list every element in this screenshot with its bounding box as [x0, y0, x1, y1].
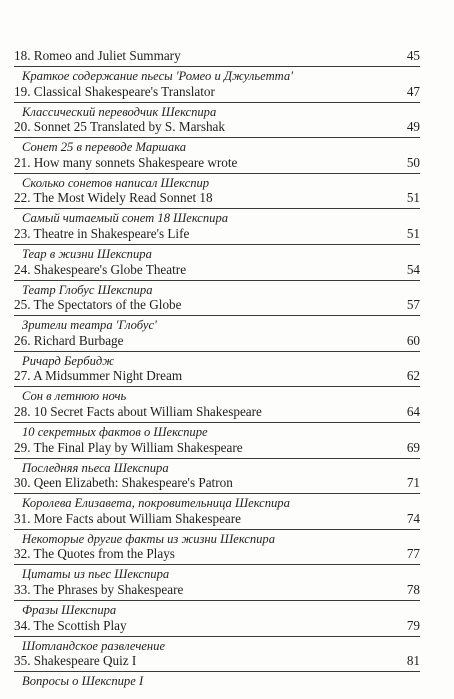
entry-subtitle: Краткое содержание пьесы 'Ромео и Джульетта'	[22, 69, 293, 83]
entry-subtitle: Сонет 25 в переводе Маршака	[22, 140, 187, 155]
toc-entry	[14, 83, 420, 119]
entry-title: More Facts about William Shakespeare	[33, 510, 242, 526]
entry-subtitle: Шотландское развлечение	[22, 638, 166, 653]
entry-page-number: 77	[406, 546, 420, 562]
entry-number: 31.	[14, 510, 31, 526]
toc-entry	[14, 403, 420, 439]
toc-entry-line	[14, 189, 420, 209]
entry-subtitle: Вопросы о Шекспире I	[22, 674, 144, 689]
entry-title: Richard Burbage	[33, 332, 124, 348]
entry-title: Shakespeare's Globe Theatre	[33, 261, 187, 277]
toc-entry-line	[14, 332, 420, 352]
entry-title: Shakespeare Quiz I	[33, 653, 137, 669]
entry-title: The Final Play by William Shakespeare	[33, 439, 243, 455]
entry-number: 26.	[14, 332, 31, 348]
entry-page-number: 79	[406, 617, 420, 633]
entry-number: 33.	[14, 581, 31, 597]
entry-subtitle: Теар в жизни Шекспира	[22, 246, 152, 261]
entry-subtitle: Классический переводчик Шекспира	[22, 104, 217, 119]
entry-number: 24.	[14, 261, 31, 277]
entry-page-number: 62	[406, 368, 420, 384]
toc-entry	[14, 652, 420, 688]
entry-page-number: 71	[406, 475, 420, 491]
entry-page-number: 57	[406, 297, 420, 313]
entry-number: 34.	[14, 617, 31, 633]
toc-entry-line	[14, 225, 420, 245]
entry-number: 21.	[14, 154, 31, 170]
toc-entry-line	[14, 510, 420, 530]
entry-number: 25.	[14, 297, 31, 313]
entry-subtitle: Цитаты из пьес Шекспира	[22, 567, 170, 582]
toc-entry	[14, 510, 420, 546]
entry-page-number: 51	[406, 225, 420, 241]
toc-entry-line	[14, 154, 420, 174]
entry-title: The Most Widely Read Sonnet 18	[33, 190, 213, 206]
entry-number: 22.	[14, 190, 31, 206]
entry-title: How many sonnets Shakespeare wrote	[33, 154, 238, 170]
entry-number: 19.	[14, 83, 31, 99]
entry-number: 35.	[14, 653, 31, 669]
entry-page-number: 81	[406, 653, 420, 669]
toc-entry	[14, 617, 420, 653]
toc-entry	[14, 367, 420, 403]
entry-page-number: 69	[406, 439, 420, 455]
entry-title: The Scottish Play	[33, 617, 127, 633]
entry-title: The Spectators of the Globe	[33, 297, 182, 313]
toc-entry-line	[14, 581, 420, 601]
toc-entry-line	[14, 474, 420, 494]
toc-entry	[14, 545, 420, 581]
entry-subtitle: Ричард Бербидж	[22, 353, 114, 368]
entry-page-number: 50	[406, 154, 420, 170]
toc-entry	[14, 474, 420, 510]
entry-title: Theatre in Shakespeare's Life	[33, 225, 190, 241]
toc-entry	[14, 118, 420, 154]
table-of-contents	[14, 47, 420, 688]
entry-page-number: 54	[406, 261, 420, 277]
toc-entry-line	[14, 261, 420, 281]
entry-page-number: 51	[406, 190, 420, 206]
entry-number: 20.	[14, 119, 31, 135]
entry-page-number: 60	[406, 332, 420, 348]
entry-title: Romeo and Juliet Summary	[33, 48, 181, 63]
entry-title: Classical Shakespeare's Translator	[33, 83, 215, 99]
entry-title: Sonnet 25 Translated by S. Marshak	[33, 119, 225, 135]
entry-page-number: 74	[406, 510, 420, 526]
entry-subtitle: Некоторые другие факты из жизни Шекспира	[22, 531, 276, 546]
toc-entry	[14, 225, 420, 261]
entry-subtitle: Сон в летнюю ночь	[22, 389, 127, 404]
toc-entry-line	[14, 439, 420, 459]
toc-entry-line	[14, 403, 420, 423]
entry-number: 27.	[14, 368, 31, 384]
toc-entry-line	[14, 545, 420, 565]
entry-subtitle: Сколько сонетов написал Шекспир	[22, 175, 210, 190]
entry-title: A Midsummer Night Dream	[33, 368, 183, 384]
toc-entry	[14, 332, 420, 368]
toc-entry	[14, 47, 420, 83]
entry-page-number: 64	[406, 403, 420, 419]
entry-page-number: 78	[406, 581, 420, 597]
toc-entry-line	[14, 296, 420, 316]
entry-number: 32.	[14, 546, 31, 562]
toc-entry-line	[14, 83, 420, 103]
toc-entry-line	[14, 118, 420, 138]
toc-entry	[14, 581, 420, 617]
entry-title: 10 Secret Facts about William Shakespeare	[33, 403, 262, 419]
toc-entry-line	[14, 367, 420, 387]
entry-title: The Phrases by Shakespeare	[33, 581, 184, 597]
entry-subtitle: Королева Елизавета, покровительница Шекспира	[22, 496, 290, 511]
entry-number: 18.	[14, 48, 31, 63]
entry-page-number: 47	[406, 83, 420, 99]
entry-page-number: 45	[406, 48, 420, 63]
toc-entry	[14, 261, 420, 297]
entry-number: 29.	[14, 439, 31, 455]
toc-entry	[14, 296, 420, 332]
entry-subtitle: Последняя пьеса Шекспира	[22, 460, 169, 475]
toc-entry-line	[14, 652, 420, 672]
toc-entry	[14, 439, 420, 475]
entry-subtitle: Фразы Шекспира	[22, 602, 117, 617]
entry-title: Qeen Elizabeth: Shakespeare's Patron	[33, 475, 233, 491]
entry-subtitle: Самый читаемый сонет 18 Шекспира	[22, 211, 229, 226]
entry-number: 23.	[14, 225, 31, 241]
entry-page-number: 49	[406, 119, 420, 135]
toc-entry	[14, 189, 420, 225]
toc-entry	[14, 154, 420, 190]
entry-number: 28.	[14, 403, 31, 419]
toc-entry-line	[14, 617, 420, 637]
entry-number: 30.	[14, 475, 31, 491]
entry-subtitle: Зрители театра 'Глобус'	[22, 318, 157, 333]
toc-entry-line	[14, 47, 420, 67]
entry-subtitle: Театр Глобус Шекспира	[22, 282, 153, 297]
entry-subtitle: 10 секретных фактов о Шекспире	[22, 424, 208, 439]
entry-title: The Quotes from the Plays	[33, 546, 175, 562]
